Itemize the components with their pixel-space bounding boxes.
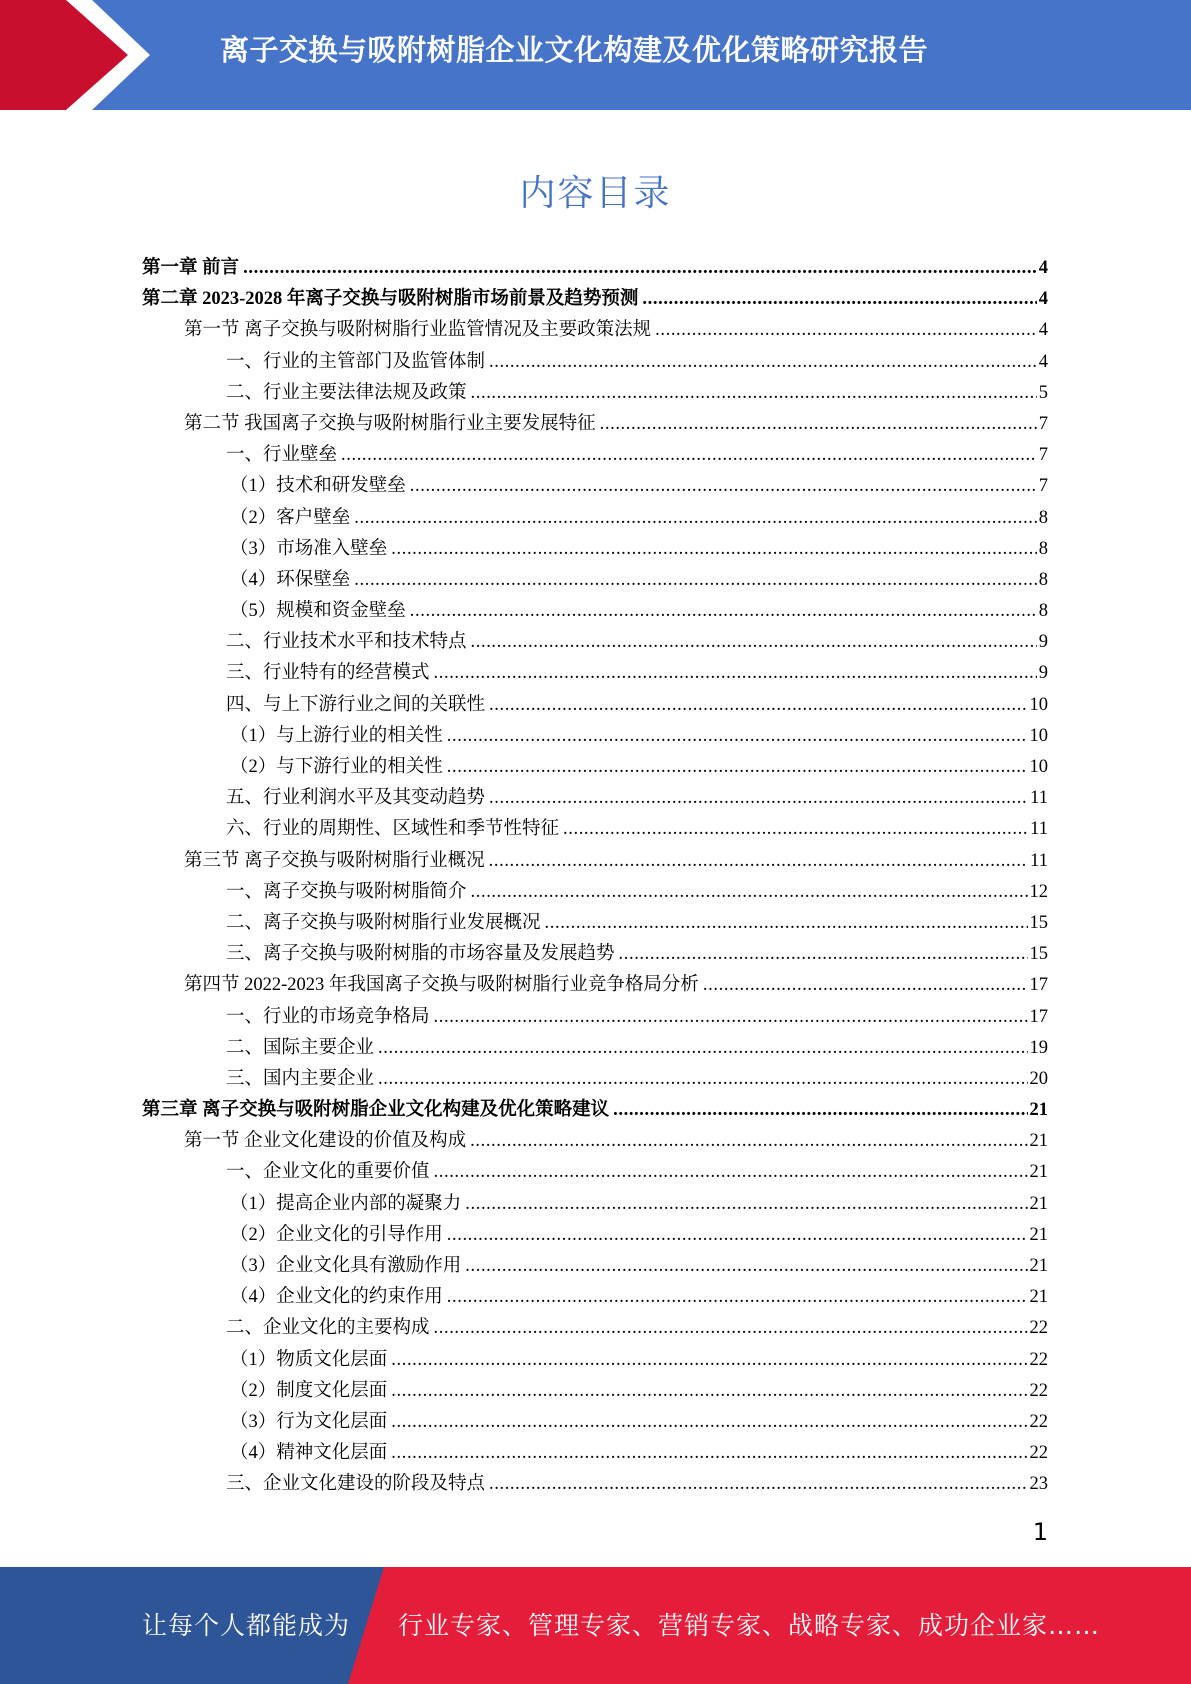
toc-dot-leader — [447, 752, 1028, 783]
toc-entry-page: 11 — [1030, 819, 1048, 840]
toc-entry-title: 三、行业特有的经营模式 — [226, 663, 430, 684]
toc-dot-leader — [447, 721, 1028, 752]
toc-entry-title: 第三章 离子交换与吸附树脂企业文化构建及优化策略建议 — [142, 1100, 610, 1121]
toc-entry-title: （5）规模和资金壁垒 — [230, 601, 406, 622]
toc-entry-page: 21 — [1029, 1224, 1048, 1245]
toc-entry-title: 一、行业的市场竞争格局 — [226, 1006, 430, 1027]
toc-entry-title: 五、行业利润水平及其变动趋势 — [226, 788, 486, 809]
toc-dot-leader — [378, 1033, 1027, 1064]
toc-entry[interactable] — [0, 253, 1191, 284]
toc-entry-page: 4 — [1038, 289, 1048, 310]
toc-dot-leader — [655, 315, 1037, 346]
toc-entry[interactable] — [0, 1251, 1191, 1282]
toc-entry-title: 第四节 2022-2023 年我国离子交换与吸附树脂行业竞争格局分析 — [184, 975, 699, 996]
report-title: 离子交换与吸附树脂企业文化构建及优化策略研究报告 — [220, 33, 929, 67]
toc-entry[interactable] — [0, 908, 1191, 939]
toc-dot-leader — [465, 1251, 1027, 1282]
toc-entry[interactable] — [0, 877, 1191, 908]
toc-dot-leader — [619, 939, 1028, 970]
toc-dot-leader — [642, 284, 1036, 315]
toc-entry[interactable] — [0, 1189, 1191, 1220]
toc-dot-leader — [391, 1376, 1027, 1407]
toc-entry-page: 8 — [1038, 569, 1048, 590]
toc-entry[interactable] — [0, 596, 1191, 627]
chevron-arrow-icon — [0, 0, 160, 110]
toc-entry-title: 二、行业主要法律法规及政策 — [226, 382, 467, 403]
toc-dot-leader — [703, 970, 1028, 1001]
toc-entry[interactable] — [0, 1469, 1191, 1500]
toc-entry-title: （3）行为文化层面 — [230, 1411, 388, 1432]
toc-entry[interactable] — [0, 284, 1191, 315]
toc-entry-page: 21 — [1029, 1287, 1048, 1308]
header-banner — [0, 0, 1191, 110]
toc-entry-page: 22 — [1029, 1443, 1048, 1464]
toc-entry-title: （1）与上游行业的相关性 — [230, 725, 443, 746]
toc-entry[interactable] — [0, 1345, 1191, 1376]
toc-entry-title: 第二章 2023-2028 年离子交换与吸附树脂市场前景及趋势预测 — [142, 289, 639, 310]
toc-entry-title: 第一章 前言 — [142, 258, 240, 278]
toc-entry-title: 第三节 离子交换与吸附树脂行业概况 — [184, 850, 485, 871]
toc-entry-page: 8 — [1038, 601, 1048, 622]
toc-dot-leader — [341, 440, 1037, 471]
toc-entry-page: 21 — [1029, 1193, 1048, 1214]
toc-entry[interactable] — [0, 1282, 1191, 1313]
footer-banner — [0, 1567, 1191, 1684]
toc-entry-title: 二、国际主要企业 — [226, 1037, 375, 1058]
toc-entry[interactable] — [0, 347, 1191, 378]
toc-entry[interactable] — [0, 565, 1191, 596]
toc-entry[interactable] — [0, 783, 1191, 814]
toc-dot-leader — [471, 877, 1028, 908]
toc-entry-page: 22 — [1029, 1411, 1048, 1432]
toc-entry-title: 三、国内主要企业 — [226, 1068, 375, 1089]
toc-entry-page: 8 — [1038, 538, 1048, 559]
toc-entry-page: 8 — [1038, 507, 1048, 528]
toc-entry[interactable] — [0, 814, 1191, 845]
toc-entry-title: （2）与下游行业的相关性 — [230, 757, 443, 777]
toc-entry-title: 六、行业的周期性、区域性和季节性特征 — [226, 819, 560, 840]
toc-dot-leader — [434, 658, 1037, 689]
toc-entry[interactable] — [0, 378, 1191, 409]
toc-dot-leader — [489, 1469, 1027, 1500]
toc-entry-page: 17 — [1029, 1006, 1048, 1027]
toc-dot-leader — [447, 1220, 1028, 1251]
toc-entry[interactable] — [0, 315, 1191, 346]
toc-entry-page: 11 — [1030, 850, 1048, 871]
toc-entry-page: 9 — [1038, 632, 1048, 653]
toc-entry-page: 22 — [1029, 1349, 1048, 1370]
toc-dot-leader — [447, 1282, 1028, 1313]
toc-entry[interactable] — [0, 970, 1191, 1001]
toc-dot-leader — [434, 1157, 1028, 1188]
toc-dot-leader — [489, 783, 1028, 814]
toc-dot-leader — [489, 846, 1029, 877]
toc-entry-title: （1）物质文化层面 — [230, 1349, 388, 1370]
toc-list — [0, 253, 1191, 1501]
toc-entry[interactable] — [0, 627, 1191, 658]
toc-entry[interactable] — [0, 846, 1191, 877]
toc-dot-leader — [489, 690, 1027, 721]
toc-entry-title: 二、行业技术水平和技术特点 — [226, 632, 467, 653]
toc-entry-page: 22 — [1029, 1318, 1048, 1339]
page-number: 1 — [1032, 1518, 1048, 1546]
toc-entry-page: 10 — [1029, 725, 1048, 746]
toc-dot-leader — [434, 1313, 1028, 1344]
toc-heading: 内容目录 — [519, 173, 672, 214]
toc-dot-leader — [410, 596, 1037, 627]
toc-entry-title: 一、离子交换与吸附树脂简介 — [226, 881, 467, 902]
toc-entry-page: 21 — [1029, 1256, 1048, 1276]
toc-entry[interactable] — [0, 690, 1191, 721]
toc-dot-leader — [563, 814, 1028, 845]
toc-dot-leader — [391, 534, 1036, 565]
toc-entry[interactable] — [0, 658, 1191, 689]
toc-entry[interactable] — [0, 440, 1191, 471]
toc-entry[interactable] — [0, 1095, 1191, 1126]
toc-entry-page: 23 — [1029, 1474, 1048, 1495]
toc-entry-page: 22 — [1029, 1380, 1048, 1401]
toc-entry-title: 第一节 企业文化建设的价值及构成 — [184, 1131, 467, 1152]
toc-dot-leader — [471, 627, 1037, 658]
toc-entry-title: 第二节 我国离子交换与吸附树脂行业主要发展特征 — [184, 413, 596, 434]
toc-entry[interactable] — [0, 1376, 1191, 1407]
toc-entry[interactable] — [0, 1002, 1191, 1033]
toc-dot-leader — [378, 1064, 1027, 1095]
toc-entry-page: 12 — [1029, 881, 1048, 902]
toc-entry-title: 二、离子交换与吸附树脂行业发展概况 — [226, 912, 541, 933]
toc-entry-title: （1）技术和研发壁垒 — [230, 476, 406, 497]
toc-entry-title: 二、企业文化的主要构成 — [226, 1318, 430, 1339]
toc-entry[interactable] — [0, 1407, 1191, 1438]
toc-entry-title: （4）精神文化层面 — [230, 1443, 388, 1464]
toc-entry[interactable] — [0, 1313, 1191, 1344]
toc-dot-leader — [391, 1345, 1027, 1376]
toc-entry-page: 10 — [1029, 694, 1048, 715]
toc-dot-leader — [410, 471, 1037, 502]
toc-dot-leader — [354, 565, 1036, 596]
toc-entry-title: （4）企业文化的约束作用 — [230, 1287, 443, 1308]
toc-entry-page: 9 — [1038, 663, 1048, 684]
toc-entry[interactable] — [0, 1126, 1191, 1157]
toc-entry[interactable] — [0, 471, 1191, 502]
toc-entry[interactable] — [0, 1438, 1191, 1469]
toc-entry-page: 4 — [1038, 320, 1048, 341]
toc-entry-page: 5 — [1038, 382, 1048, 403]
toc-dot-leader — [243, 253, 1037, 284]
toc-entry[interactable] — [0, 503, 1191, 534]
toc-entry-title: （2）客户壁垒 — [230, 507, 351, 528]
toc-entry-title: （1）提高企业内部的凝聚力 — [230, 1193, 462, 1214]
toc-dot-leader — [391, 1407, 1027, 1438]
toc-entry-title: （2）企业文化的引导作用 — [230, 1224, 443, 1245]
toc-entry-page: 4 — [1038, 258, 1048, 278]
toc-dot-leader — [489, 347, 1037, 378]
toc-entry-page: 15 — [1029, 944, 1048, 965]
toc-entry-page: 21 — [1029, 1162, 1048, 1183]
toc-entry-page: 15 — [1029, 912, 1048, 933]
toc-entry[interactable] — [0, 1220, 1191, 1251]
toc-entry[interactable] — [0, 1157, 1191, 1188]
toc-dot-leader — [545, 908, 1028, 939]
toc-dot-leader — [471, 378, 1037, 409]
toc-entry-page: 21 — [1029, 1131, 1048, 1152]
toc-dot-leader — [391, 1438, 1027, 1469]
toc-entry[interactable] — [0, 939, 1191, 970]
toc-entry-page: 10 — [1029, 757, 1048, 777]
toc-entry-page: 17 — [1029, 975, 1048, 996]
toc-entry-page: 7 — [1038, 476, 1048, 497]
toc-entry-page: 7 — [1038, 445, 1048, 466]
toc-entry[interactable] — [0, 534, 1191, 565]
toc-entry-title: 四、与上下游行业之间的关联性 — [226, 694, 486, 715]
toc-entry-title: （2）制度文化层面 — [230, 1380, 388, 1401]
toc-dot-leader — [470, 1126, 1027, 1157]
toc-entry-title: （4）环保壁垒 — [230, 569, 351, 590]
toc-entry[interactable] — [0, 1064, 1191, 1095]
toc-entry-page: 7 — [1038, 413, 1048, 434]
toc-dot-leader — [354, 503, 1036, 534]
toc-entry[interactable] — [0, 721, 1191, 752]
toc-entry-title: （3）市场准入壁垒 — [230, 538, 388, 559]
toc-entry-title: 一、企业文化的重要价值 — [226, 1162, 430, 1183]
footer-slogan-right: 行业专家、管理专家、营销专家、战略专家、成功企业家…… — [398, 1611, 1101, 1640]
toc-entry-title: 一、行业的主管部门及监管体制 — [226, 351, 486, 372]
toc-dot-leader — [613, 1095, 1027, 1126]
toc-dot-leader — [465, 1189, 1027, 1220]
toc-entry[interactable] — [0, 1033, 1191, 1064]
toc-entry[interactable] — [0, 752, 1191, 783]
toc-entry-title: 一、行业壁垒 — [226, 445, 338, 466]
toc-entry-title: 三、企业文化建设的阶段及特点 — [226, 1474, 486, 1495]
toc-entry-title: 三、离子交换与吸附树脂的市场容量及发展趋势 — [226, 944, 615, 965]
toc-entry-page: 4 — [1038, 351, 1048, 372]
toc-dot-leader — [434, 1002, 1028, 1033]
toc-entry-title: （3）企业文化具有激励作用 — [230, 1256, 462, 1276]
toc-entry-page: 21 — [1029, 1100, 1048, 1121]
toc-entry[interactable] — [0, 409, 1191, 440]
footer-slogan-left: 让每个人都能成为 — [142, 1611, 351, 1640]
toc-entry-page: 20 — [1029, 1068, 1048, 1089]
toc-entry-page: 11 — [1030, 788, 1048, 809]
toc-entry-title: 第一节 离子交换与吸附树脂行业监管情况及主要政策法规 — [184, 320, 652, 341]
toc-entry-page: 19 — [1029, 1037, 1048, 1058]
toc-dot-leader — [600, 409, 1037, 440]
